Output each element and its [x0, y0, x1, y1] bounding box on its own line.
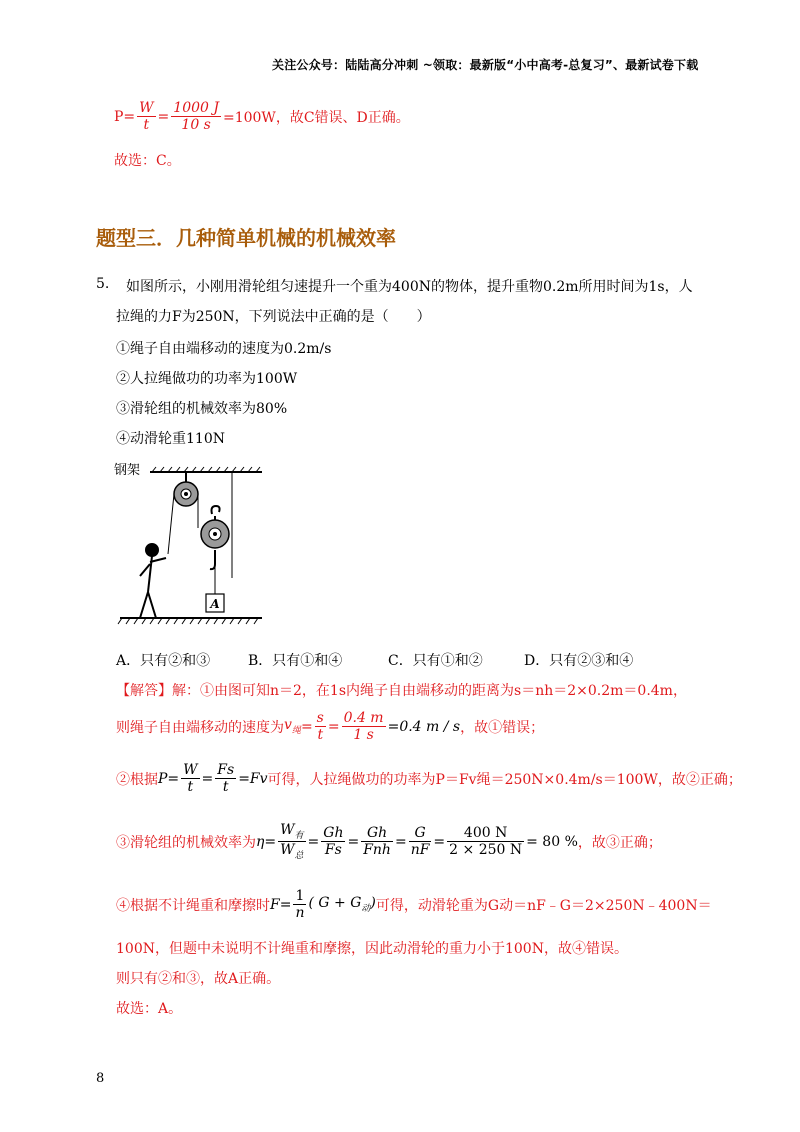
- frac-den: t: [143, 117, 150, 134]
- statement-2: ②人拉绳做功的功率为100W: [116, 371, 298, 387]
- w-sub-zong: 总: [294, 850, 304, 861]
- option-d: D．只有②③和④: [524, 653, 634, 669]
- s4-lead: ③滑轮组的机械效率为: [116, 834, 256, 851]
- s2-v: [284, 717, 301, 736]
- frac-den: n: [295, 905, 305, 922]
- s2-frac-s-t: [315, 710, 326, 743]
- prev-frac-w-t: [137, 100, 155, 133]
- section-title: 题型三．几种简单机械的机械效率: [96, 226, 396, 250]
- prev-p-lead: P=: [114, 108, 136, 125]
- frac-num: G: [409, 825, 432, 842]
- s2-lead: 则绳子自由端移动的速度为: [116, 719, 284, 736]
- prev-formula-line: P= $\frac{W}{t}$ = $\frac{1000 J}{10 s}$ =100W，故C错误、D正确。: [114, 100, 410, 134]
- solution-line-6: 100N，但题中未说明不计绳重和摩擦，因此动滑轮的重力小于100N，故④错误。: [116, 941, 628, 957]
- s4-frac-gh-fs: [321, 825, 345, 858]
- solution-line-5: ④根据不计绳重和摩擦时F= $\frac{1}{n}$ ( $G + G_动$)可得，动滑轮重为G动＝nF﹣G＝2×250N﹣400N＝: [116, 888, 712, 922]
- block-a-label: A: [210, 597, 220, 611]
- beam-label: 钢架: [114, 463, 141, 478]
- s5-f: F: [270, 896, 280, 913]
- statement-4: ④动滑轮重110N: [116, 431, 225, 447]
- s3-result: =Fv: [238, 770, 268, 787]
- s3-tail: 可得，人拉绳做功的功率为P＝Fv绳＝250N×0.4m/s＝100W，故②正确；: [267, 771, 742, 788]
- solution-line-7: 则只有②和③，故A正确。: [116, 971, 281, 987]
- option-a: A．只有②和③: [116, 653, 211, 669]
- frac-den: nF: [410, 842, 430, 859]
- v-sub: 绳: [291, 725, 301, 736]
- solution-line-1: 【解答】解：①由图可知n＝2，在1s内绳子自由端移动的距离为s＝nh＝2×0.2m＝0.4m，: [116, 683, 687, 699]
- frac-den: 1 s: [353, 727, 374, 744]
- s4-frac-gh-fnh: [361, 825, 393, 858]
- page-header: 关注公众号：陆陆高分冲刺 ~领取：最新版“小中高考-总复习”、最新试卷下载: [272, 58, 699, 72]
- s3-frac-w-t: [181, 762, 199, 795]
- s4-tail: ，故③正确；: [577, 834, 662, 851]
- person: [140, 544, 166, 618]
- frac-den: 2 × 250 N: [449, 842, 523, 859]
- s2-tail: ，故①错误；: [460, 719, 545, 736]
- s5-frac-1-n: [293, 888, 306, 921]
- frac-den: t: [317, 727, 324, 744]
- frac-num: Gh: [323, 825, 344, 842]
- w-sub-you: 有: [294, 830, 304, 841]
- s5-expr-text: ( G + G: [308, 895, 362, 912]
- prev-answer: 故选：C。: [114, 153, 181, 169]
- free-rope: [168, 494, 174, 554]
- v-symbol: v: [284, 717, 292, 734]
- frac-num: 400 N: [447, 825, 524, 842]
- s3-lead: ②根据: [116, 771, 158, 788]
- frac-den: Fnh: [363, 842, 391, 859]
- question-number: 5.: [96, 276, 110, 292]
- solution-line-4: ③滑轮组的机械效率为η= $\frac{W_有}{W_总}$ = $\frac{Gh}{Fs}$ = $\frac{Gh}{\text{Fnh}}$ = $\frac{G}{nF}$ = $\frac{400 N}{2 \times 250 N}$ = 80 %，故③正确；: [116, 822, 662, 861]
- question-stem-line1: 如图所示，小刚用滑轮组匀速提升一个重为400N的物体，提升重物0.2m所用时间为1s，人: [126, 279, 693, 295]
- s4-frac-w-ratio: [278, 822, 305, 861]
- s2-frac-values: [342, 710, 386, 743]
- frac-den: t: [187, 779, 194, 796]
- s5-expr: [308, 895, 375, 914]
- frac-num: Gh: [361, 825, 393, 842]
- s4-frac-g-nf: [409, 825, 432, 858]
- solution-line-3: ②根据P= $\frac{W}{t}$ = $\frac{Fs}{t}$ =Fv可得，人拉绳做功的功率为P＝Fv绳＝250N×0.4m/s＝100W，故②正确；: [116, 762, 742, 796]
- w-symbol: W: [280, 842, 295, 859]
- frac-num: Fs: [217, 762, 235, 778]
- frac-den: t: [222, 779, 229, 796]
- frac-num: 0.4 m: [343, 710, 384, 726]
- pulley-figure: [112, 458, 272, 638]
- movable-pulley: [201, 506, 229, 548]
- solution-answer: 故选：A。: [116, 1001, 183, 1017]
- s2-result: =0.4 m / s: [387, 718, 461, 735]
- frac-num: 1: [293, 888, 306, 905]
- frac-den: Fs: [324, 842, 342, 859]
- solution-line-2: 则绳子自由端移动的速度为$v_绳=$ $\frac{s}{t}$ = $\frac{0.4 m}{1 s}$ =0.4 m / s，故①错误；: [116, 710, 545, 744]
- frac-num: [278, 822, 305, 842]
- frac-num: s: [316, 710, 324, 726]
- page-number: 8: [96, 1071, 105, 1086]
- question-stem-line2: 拉绳的力F为250N，下列说法中正确的是（ ）: [116, 309, 431, 325]
- s5-tail: 可得，动滑轮重为G动＝nF﹣G＝2×250N﹣400N＝: [375, 897, 712, 914]
- fixed-pulley: [174, 482, 198, 506]
- s5-sub: 动: [361, 903, 371, 914]
- s3-frac-fs-t: [215, 762, 236, 795]
- statement-1: ①绳子自由端移动的速度为0.2m/s: [116, 341, 332, 357]
- s5-close: ): [370, 895, 376, 912]
- s4-eta: η: [256, 833, 265, 850]
- statement-3: ③滑轮组的机械效率为80%: [116, 401, 288, 417]
- prev-tail: =100W，故C错误、D正确。: [222, 109, 410, 126]
- prev-frac-values: [171, 100, 221, 133]
- frac-den: [278, 842, 305, 861]
- s4-result: = 80 %: [526, 833, 578, 850]
- option-b: B．只有①和④: [248, 653, 343, 669]
- option-c: C．只有①和②: [388, 653, 483, 669]
- frac-num: W: [183, 762, 198, 778]
- s3-p: P: [158, 770, 168, 787]
- w-symbol: W: [280, 822, 295, 838]
- hook: [210, 550, 215, 569]
- s4-frac-values: [447, 825, 524, 858]
- frac-den: 10 s: [181, 117, 211, 134]
- s5-lead: ④根据不计绳重和摩擦时: [116, 897, 270, 914]
- frac-num: W: [139, 100, 154, 116]
- frac-num: 1000 J: [173, 100, 219, 116]
